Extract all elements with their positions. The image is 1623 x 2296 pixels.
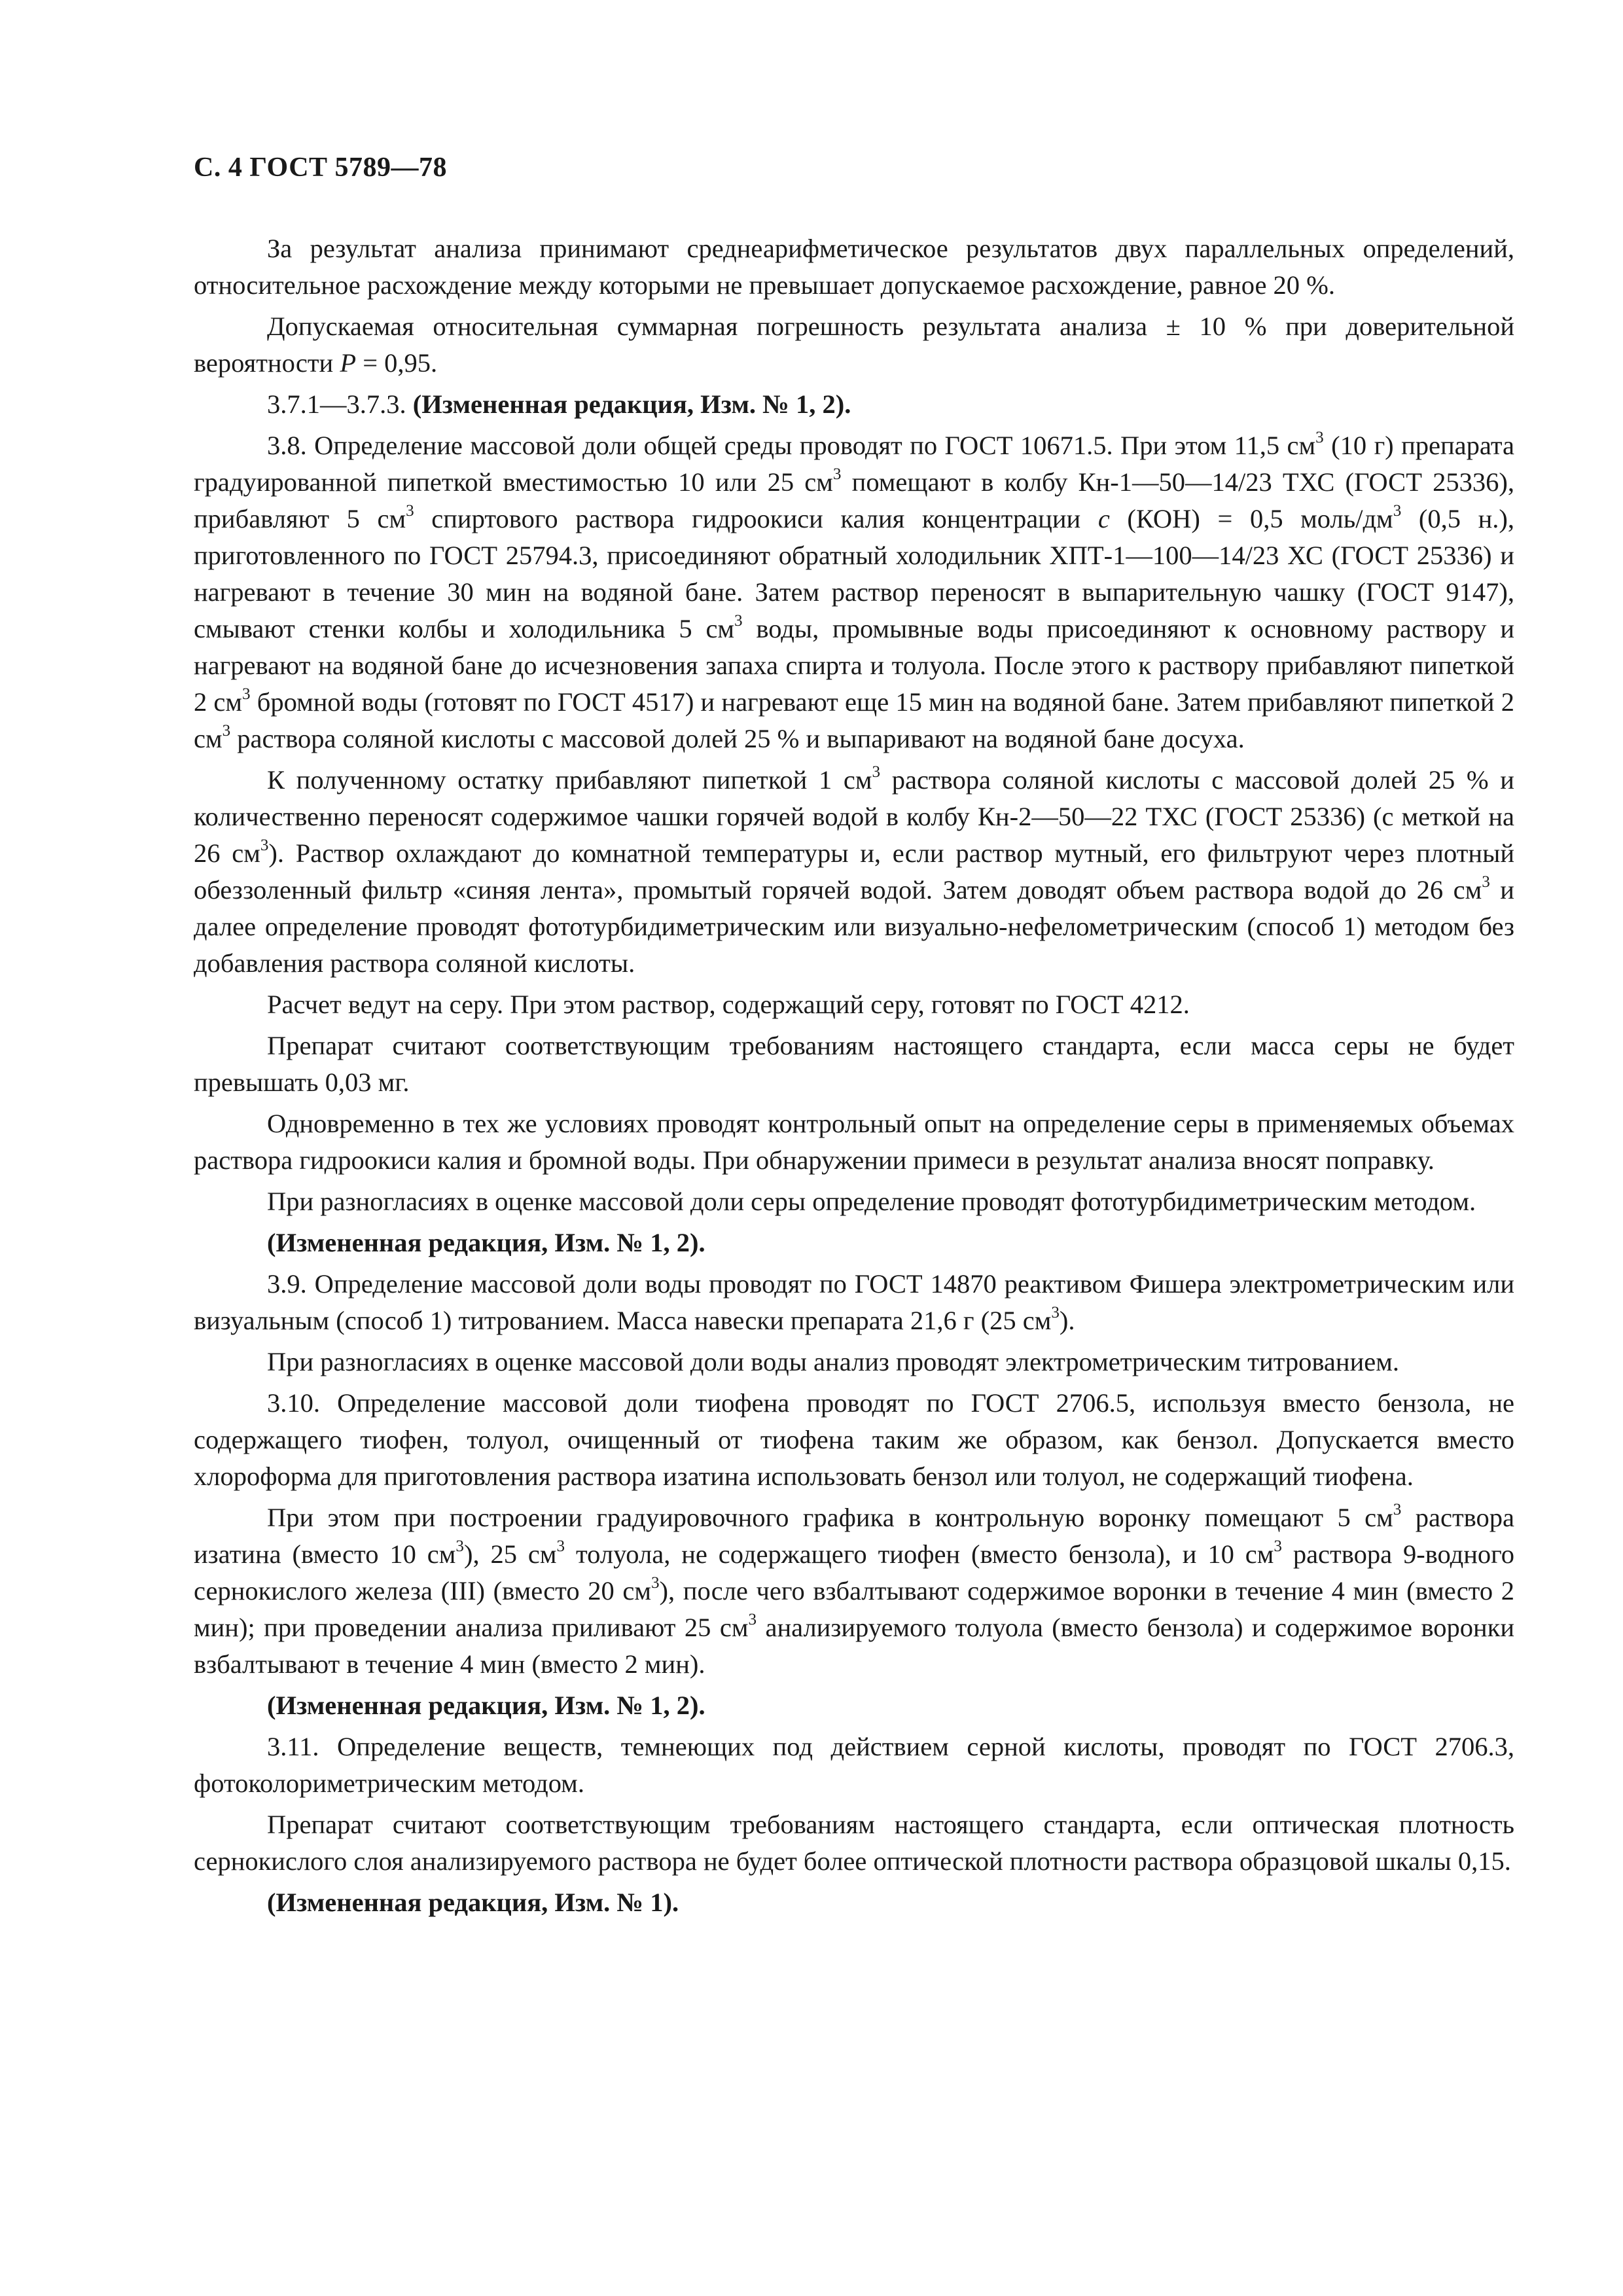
paragraph-disagreement-sulfur: При разногласиях в оценке массовой доли серы определение проводят фототурбидиметрическим методом. xyxy=(267,1187,1476,1216)
text-run: ). xyxy=(1059,1306,1075,1335)
superscript: 3 xyxy=(455,1537,464,1555)
paragraph-3-8 xyxy=(194,427,1514,757)
text-run: помещают в колбу Кн-1—50—14/23 ТХС (ГОСТ 25336), прибавляют 5 см xyxy=(194,467,1514,533)
variable-c: с xyxy=(1097,504,1110,533)
superscript: 3 xyxy=(1482,872,1490,891)
text-run: и далее определение проводят фототурбидиметрическим или визуально-нефелометрическим (способ 1) методом без добавления раствора соляной кислоты. xyxy=(194,875,1514,978)
text-run: раствора 9-водного сернокислого железа (III) (вместо 20 см xyxy=(194,1539,1514,1605)
paragraph-optical-density: Препарат считают соответствующим требованиям настоящего стандарта, если оптическая плотность сернокислого слоя анализируемого раствора не будет более оптической плотности раствора образцовой шкалы 0,15. xyxy=(194,1810,1514,1876)
paragraph-sulfur-calc: Расчет ведут на серу. При этом раствор, содержащий серу, готовят по ГОСТ 4212. xyxy=(267,990,1190,1019)
superscript: 3 xyxy=(1315,428,1324,446)
superscript: 3 xyxy=(1051,1303,1060,1321)
text-run: 3.8. Определение массовой доли общей среды проводят по ГОСТ 10671.5. При этом 11,5 см xyxy=(267,431,1316,460)
amendment-note: (Измененная редакция, Изм. № 1, 2). xyxy=(267,1691,705,1720)
text-run: = 0,95. xyxy=(356,348,438,378)
text-run: К полученному остатку прибавляют пипеткой 1 см xyxy=(267,765,872,795)
text-run: воды, промывные воды присоединяют к основному раствору и нагревают на водяной бане до исчезновения запаха спирта и толуола. После этого к раствору прибавляют пипеткой 2 см xyxy=(194,614,1514,717)
superscript: 3 xyxy=(406,501,414,520)
superscript: 3 xyxy=(748,1610,757,1628)
paragraph-calibration xyxy=(194,1499,1514,1683)
superscript: 3 xyxy=(1393,501,1402,520)
paragraph-control-test: Одновременно в тех же условиях проводят контрольный опыт на определение серы в применяемых объемах раствора гидроокиси калия и бромной воды. При обнаружении примеси в результат анализа вносят поправку. xyxy=(194,1109,1514,1175)
paragraph-amendment-371 xyxy=(194,386,1514,423)
text-run: толуола, не содержащего тиофен (вместо бензола), и 10 см xyxy=(565,1539,1274,1569)
page-header: С. 4 ГОСТ 5789—78 xyxy=(194,152,448,183)
superscript: 3 xyxy=(260,836,269,854)
text-run: При этом при построении градуировочного графика в контрольную воронку помещают 5 см xyxy=(267,1503,1393,1532)
superscript: 3 xyxy=(1274,1537,1282,1555)
superscript: 3 xyxy=(832,465,842,483)
paragraph-3-10: 3.10. Определение массовой доли тиофена проводят по ГОСТ 2706.5, используя вместо бензола, не содержащего тиофен, толуол, очищенный от тиофена таким же образом, как бензол. Допускается вместо хлороформа для приготовления раствора изатина использовать бензол или толуол, не содержащий тиофена. xyxy=(194,1388,1514,1491)
text-run: раствора изатина (вместо 10 см xyxy=(194,1503,1514,1569)
paragraph-3-9 xyxy=(194,1266,1514,1339)
superscript: 3 xyxy=(222,721,231,740)
text-run: ). Раствор охлаждают до комнатной температуры и, если раствор мутный, его фильтруют через плотный обеззоленный фильтр «синяя лента», промытый горячей водой. Затем доводят объем раствора водой до 26 см xyxy=(194,838,1514,905)
document-body xyxy=(194,230,1514,1926)
paragraph-residue xyxy=(194,762,1514,982)
text-run: (10 г) препарата градуированной пипеткой вместимостью 10 или 25 см xyxy=(194,431,1514,497)
paragraph-3-11: 3.11. Определение веществ, темнеющих под действием серной кислоты, проводят по ГОСТ 2706.3, фотоколориметрическим методом. xyxy=(194,1732,1514,1798)
text-run: спиртового раствора гидроокиси калия концентрации xyxy=(414,504,1098,533)
text-run: бромной воды (готовят по ГОСТ 4517) и нагревают еще 15 мин на водяной бане. Затем прибавляют пипеткой 2 см xyxy=(194,687,1514,753)
text-run: ), после чего взбалтывают содержимое воронки в течение 4 мин (вместо 2 мин); при проведении анализа приливают 25 см xyxy=(194,1576,1514,1642)
text-run: Допускаемая относительная суммарная погрешность результата анализа ± 10 % при доверительной вероятности xyxy=(194,312,1514,378)
text-run: (КОН) = 0,5 моль/дм xyxy=(1109,504,1393,533)
amendment-note: (Измененная редакция, Изм. № 1). xyxy=(267,1888,679,1917)
text-run: раствора соляной кислоты с массовой долей 25 % и выпаривают на водяной бане досуха. xyxy=(230,724,1245,753)
amendment-note: (Измененная редакция, Изм. № 1, 2). xyxy=(412,389,851,419)
superscript: 3 xyxy=(1393,1500,1402,1518)
variable-p: P xyxy=(340,348,357,378)
text-run: 3.9. Определение массовой доли воды проводят по ГОСТ 14870 реактивом Фишера электрометрическим или визуальным (способ 1) титрованием. Масса навески препарата 21,6 г (25 см xyxy=(194,1269,1514,1335)
paragraph-error xyxy=(194,308,1514,382)
paragraph-disagreement-water: При разногласиях в оценке массовой доли воды анализ проводят электрометрическим титрованием. xyxy=(267,1347,1399,1376)
paragraph-sulfur-limit: Препарат считают соответствующим требованиям настоящего стандарта, если масса серы не будет превышать 0,03 мг. xyxy=(194,1031,1514,1097)
paragraph-result: За результат анализа принимают среднеарифметическое результатов двух параллельных определений, относительное расхождение между которыми не превышает допускаемое расхождение, равное 20 %. xyxy=(194,234,1514,300)
text-run: (0,5 н.), приготовленного по ГОСТ 25794.3, присоединяют обратный холодильник ХПТ-1—100—14/23 ХС (ГОСТ 25336) и нагревают в течение 30 мин на водяной бане. Затем раствор переносят в выпарительную чашку (ГОСТ 9147), смывают стенки колбы и холодильника 5 см xyxy=(194,504,1514,643)
text-run: раствора соляной кислоты с массовой долей 25 % и количественно переносят содержимое чашки горячей водой в колбу Кн-2—50—22 ТХС (ГОСТ 25336) (с меткой на 26 см xyxy=(194,765,1514,868)
superscript: 3 xyxy=(242,685,251,703)
superscript: 3 xyxy=(872,762,881,781)
clause-number: 3.7.1—3.7.3. xyxy=(267,389,413,419)
superscript: 3 xyxy=(734,611,743,630)
superscript: 3 xyxy=(651,1573,660,1592)
amendment-note: (Измененная редакция, Изм. № 1, 2). xyxy=(267,1228,705,1257)
superscript: 3 xyxy=(556,1537,565,1555)
text-run: анализируемого толуола (вместо бензола) и содержимое воронки взбалтывают в течение 4 мин (вместо 2 мин). xyxy=(194,1613,1514,1679)
text-run: ), 25 см xyxy=(463,1539,557,1569)
